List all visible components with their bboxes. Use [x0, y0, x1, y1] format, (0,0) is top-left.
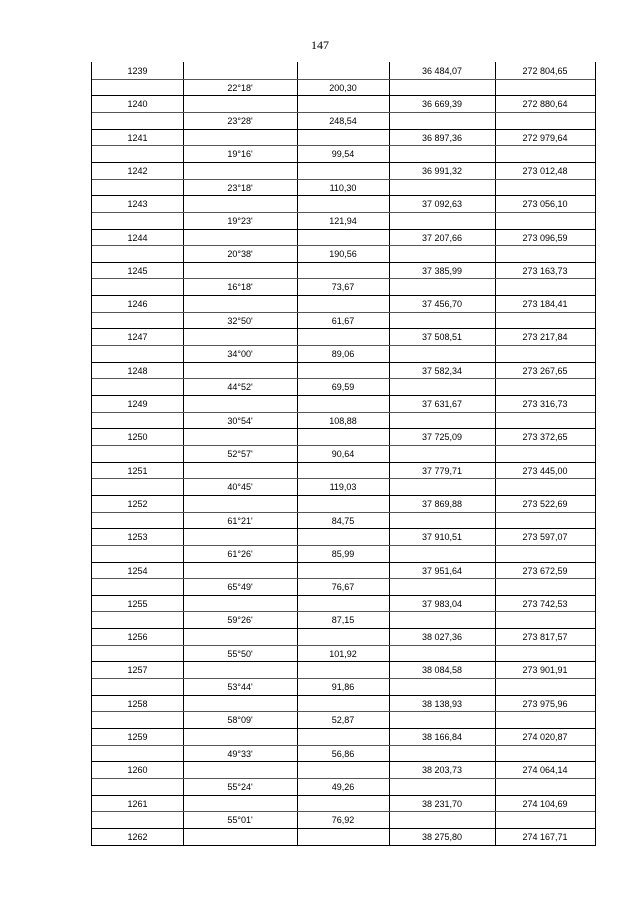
segment-distance: 248,54	[329, 115, 357, 126]
point-number: 1245	[127, 265, 148, 276]
segment-distance: 84,75	[331, 515, 355, 526]
point-number: 1244	[127, 232, 148, 243]
coordinate-y: 273 163,73	[522, 265, 568, 276]
table-row-divider	[92, 595, 595, 596]
table-row-divider	[92, 628, 595, 629]
point-number: 1255	[127, 598, 148, 609]
point-number: 1250	[127, 432, 148, 443]
table-row-divider	[92, 728, 595, 729]
segment-angle: 52°57'	[227, 448, 253, 459]
table-row-divider	[92, 79, 595, 80]
segment-angle: 23°28'	[227, 115, 253, 126]
coordinate-x: 37 456,70	[421, 299, 463, 310]
coordinate-y: 273 597,07	[522, 532, 568, 543]
point-number: 1254	[127, 565, 148, 576]
table-row-divider	[92, 95, 595, 96]
coordinate-x: 37 207,66	[421, 232, 463, 243]
coordinate-x: 37 582,34	[421, 365, 463, 376]
table-row-divider	[92, 195, 595, 196]
coordinate-x: 38 203,73	[421, 765, 463, 776]
table-row-divider	[92, 129, 595, 130]
table-row-divider	[92, 462, 595, 463]
table-row-divider	[92, 778, 595, 779]
table-row-divider	[92, 345, 595, 346]
coordinate-x: 36 991,32	[421, 165, 463, 176]
segment-angle: 59°26'	[227, 615, 253, 626]
coordinate-y: 272 979,64	[522, 132, 568, 143]
coordinate-y: 273 096,59	[522, 232, 568, 243]
segment-distance: 52,87	[331, 715, 355, 726]
point-number: 1262	[127, 831, 148, 842]
coordinate-y: 274 167,71	[522, 831, 568, 842]
coordinate-y: 272 880,64	[522, 99, 568, 110]
coordinate-x: 37 951,64	[421, 565, 463, 576]
coordinate-y: 273 267,65	[522, 365, 568, 376]
segment-angle: 65°49'	[227, 582, 253, 593]
coordinate-y: 273 372,65	[522, 432, 568, 443]
coordinates-table	[91, 62, 596, 846]
coordinate-x: 38 166,84	[421, 732, 463, 742]
coordinate-y: 273 217,84	[522, 332, 568, 343]
point-number: 1248	[127, 365, 148, 376]
table-row-divider	[92, 695, 595, 696]
coordinate-x: 38 275,80	[421, 831, 463, 842]
segment-angle: 55°01'	[227, 815, 253, 826]
segment-angle: 23°18'	[227, 182, 253, 193]
table-row-divider	[92, 445, 595, 446]
coordinate-y: 273 672,59	[522, 565, 568, 576]
coordinate-y: 273 742,53	[522, 598, 568, 609]
coordinate-y: 274 064,14	[522, 765, 568, 776]
segment-distance: 190,56	[329, 249, 357, 260]
segment-angle: 30°54'	[227, 415, 253, 426]
coordinate-y: 273 056,10	[522, 199, 568, 210]
table-row-divider	[92, 245, 595, 246]
segment-distance: 90,64	[331, 448, 355, 459]
coordinate-y: 273 445,00	[522, 465, 568, 476]
table-row-divider	[92, 362, 595, 363]
coordinate-x: 37 385,99	[421, 265, 463, 276]
coordinate-x: 38 027,36	[421, 632, 463, 643]
point-number: 1242	[127, 165, 148, 176]
coordinate-y: 273 316,73	[522, 399, 568, 409]
coordinate-y: 274 104,69	[522, 798, 568, 809]
table-row-divider	[92, 378, 595, 379]
coordinate-x: 37 508,51	[421, 332, 463, 343]
coordinate-y: 272 804,65	[522, 66, 568, 76]
point-number: 1261	[127, 798, 148, 809]
table-row-divider	[92, 795, 595, 796]
page-number: 147	[311, 38, 329, 52]
table-row-divider	[92, 745, 595, 746]
table-row-divider	[92, 711, 595, 712]
table-row-divider	[92, 179, 595, 180]
point-number: 1258	[127, 698, 148, 709]
segment-distance: 119,03	[329, 482, 357, 493]
point-number: 1252	[127, 498, 148, 509]
segment-angle: 53°44'	[227, 682, 253, 693]
segment-distance: 200,30	[329, 82, 357, 93]
coordinate-x: 37 983,04	[421, 598, 463, 609]
point-number: 1247	[127, 332, 148, 343]
table-row-divider	[92, 278, 595, 279]
table-row-divider	[92, 162, 595, 163]
coordinate-x: 38 084,58	[421, 665, 463, 676]
coordinate-x: 37 910,51	[421, 532, 463, 543]
segment-angle: 49°33'	[227, 748, 253, 759]
point-number: 1253	[127, 532, 148, 543]
coordinate-x: 37 779,71	[421, 465, 463, 476]
segment-angle: 58°09'	[227, 715, 253, 726]
point-number: 1257	[127, 665, 148, 676]
segment-distance: 101,92	[329, 648, 357, 659]
segment-distance: 85,99	[331, 548, 355, 559]
table-row-divider	[92, 545, 595, 546]
table-row-divider	[92, 578, 595, 579]
point-number: 1240	[127, 99, 148, 110]
table-row-divider	[92, 428, 595, 429]
table-row-divider	[92, 395, 595, 396]
segment-angle: 40°45'	[227, 482, 253, 493]
segment-distance: 56,86	[331, 748, 355, 759]
segment-distance: 73,67	[331, 282, 355, 293]
coordinate-y: 273 184,41	[522, 299, 568, 310]
segment-distance: 108,88	[329, 415, 357, 426]
table-row-divider	[92, 611, 595, 612]
segment-angle: 19°16'	[227, 149, 253, 160]
table-row-divider	[92, 528, 595, 529]
point-number: 1243	[127, 199, 148, 210]
table-row-divider	[92, 562, 595, 563]
table-row-divider	[92, 661, 595, 662]
segment-distance: 91,86	[331, 682, 355, 693]
table-row-divider	[92, 412, 595, 413]
segment-angle: 32°50'	[227, 315, 253, 326]
coordinate-y: 273 817,57	[522, 632, 568, 643]
segment-angle: 22°18'	[227, 82, 253, 93]
coordinate-x: 38 138,93	[421, 698, 463, 709]
segment-distance: 49,26	[331, 781, 355, 792]
point-number: 1256	[127, 632, 148, 643]
table-row-divider	[92, 828, 595, 829]
segment-angle: 20°38'	[227, 249, 253, 260]
segment-distance: 87,15	[331, 615, 355, 626]
table-row-divider	[92, 495, 595, 496]
point-number: 1260	[127, 765, 148, 776]
table-row-divider	[92, 678, 595, 679]
coordinate-y: 273 975,96	[522, 698, 568, 709]
coordinate-y: 274 020,87	[522, 732, 568, 742]
table-row-divider	[92, 761, 595, 762]
segment-angle: 44°52'	[227, 382, 253, 393]
segment-distance: 110,30	[329, 182, 357, 193]
table-row-divider	[92, 212, 595, 213]
segment-angle: 19°23'	[227, 215, 253, 226]
table-row-divider	[92, 229, 595, 230]
table-row-divider	[92, 145, 595, 146]
segment-distance: 121,94	[329, 215, 357, 226]
segment-angle: 55°24'	[227, 781, 253, 792]
table-row-divider	[92, 478, 595, 479]
coordinate-x: 36 669,39	[421, 99, 463, 110]
table-row-divider	[92, 645, 595, 646]
table-row-divider	[92, 112, 595, 113]
coordinate-x: 37 631,67	[421, 399, 463, 409]
segment-angle: 61°26'	[227, 548, 253, 559]
coordinate-y: 273 901,91	[522, 665, 568, 676]
segment-distance: 76,67	[331, 582, 355, 593]
segment-angle: 34°00'	[227, 349, 253, 360]
point-number: 1249	[127, 399, 148, 409]
segment-angle: 61°21'	[227, 515, 253, 526]
segment-distance: 61,67	[331, 315, 355, 326]
point-number: 1259	[127, 732, 148, 742]
point-number: 1241	[127, 132, 148, 143]
segment-distance: 76,92	[331, 815, 355, 826]
table-row-divider	[92, 312, 595, 313]
coordinate-y: 273 012,48	[522, 165, 568, 176]
coordinate-x: 36 897,36	[421, 132, 463, 143]
segment-distance: 99,54	[331, 149, 355, 160]
table-row-divider	[92, 295, 595, 296]
coordinate-x: 38 231,70	[421, 798, 463, 809]
coordinate-x: 37 869,88	[421, 498, 463, 509]
segment-angle: 55°50'	[227, 648, 253, 659]
segment-angle: 16°18'	[227, 282, 253, 293]
point-number: 1239	[127, 66, 148, 76]
coordinate-x: 36 484,07	[421, 66, 463, 76]
segment-distance: 89,06	[331, 349, 355, 360]
segment-distance: 69,59	[331, 382, 355, 393]
point-number: 1246	[127, 299, 148, 310]
coordinate-x: 37 725,09	[421, 432, 463, 443]
coordinate-x: 37 092,63	[421, 199, 463, 210]
coordinate-y: 273 522,69	[522, 498, 568, 509]
table-row-divider	[92, 262, 595, 263]
table-row-divider	[92, 512, 595, 513]
table-row-divider	[92, 811, 595, 812]
table-row-divider	[92, 328, 595, 329]
point-number: 1251	[127, 465, 148, 476]
